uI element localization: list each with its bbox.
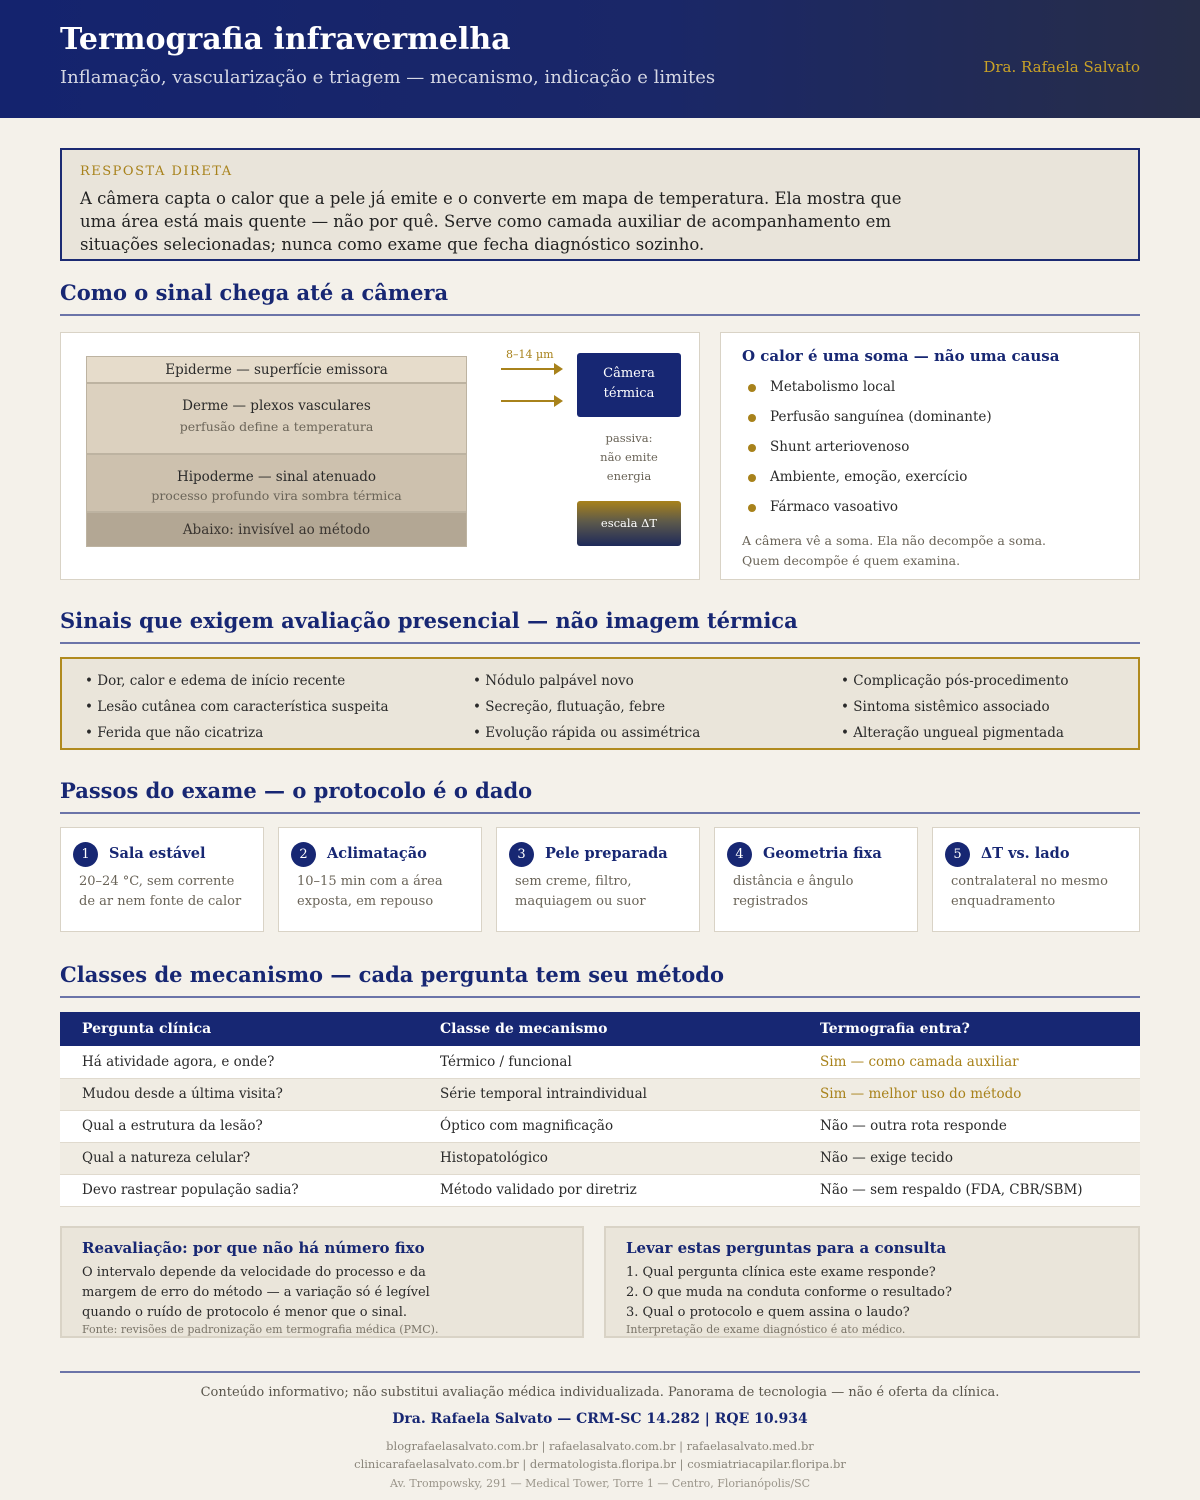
heat-sum-card bbox=[720, 332, 1140, 580]
list-item: Fármaco vasoativo bbox=[742, 499, 1118, 529]
bullet-icon bbox=[748, 504, 756, 512]
page-header bbox=[0, 0, 1200, 118]
list-item: • Lesão cutânea com característica suspeita bbox=[85, 699, 389, 715]
question-item: 1. Qual pergunta clínica este exame responde? bbox=[626, 1265, 936, 1280]
table-cell: Há atividade agora, e onde? bbox=[60, 1046, 418, 1078]
heat-sum-note-line: A câmera vê a soma. Ela não decompõe a soma. bbox=[742, 533, 1047, 548]
layer-title: Abaixo: invisível ao método bbox=[182, 522, 371, 538]
direct-answer-box bbox=[60, 148, 1140, 261]
heat-sum-note bbox=[742, 531, 1118, 571]
table-cell: Sim — melhor uso do método bbox=[798, 1078, 1140, 1110]
list-item: Metabolismo local bbox=[742, 379, 1118, 409]
step-description: sem creme, filtro, maquiagem ou suor bbox=[515, 874, 646, 909]
section-title-signal: Como o sinal chega até a câmera bbox=[60, 280, 1140, 316]
step-card bbox=[60, 827, 264, 932]
list-item: • Evolução rápida ou assimétrica bbox=[473, 725, 701, 741]
step-title: Pele preparada bbox=[545, 845, 668, 862]
step-title: Aclimatação bbox=[327, 845, 427, 862]
step-number: 1 bbox=[73, 842, 98, 867]
reevaluation-box bbox=[60, 1226, 584, 1338]
questions-box bbox=[604, 1226, 1140, 1338]
reevaluation-line: quando o ruído de protocolo é menor que o sinal. bbox=[82, 1305, 407, 1320]
questions-title: Levar estas perguntas para a consulta bbox=[626, 1239, 947, 1257]
step-title: Sala estável bbox=[109, 845, 206, 862]
layer-epidermis bbox=[86, 356, 467, 383]
camera-label: térmica bbox=[603, 386, 655, 401]
layer-note: perfusão define a temperatura bbox=[179, 419, 374, 434]
wavelength-label: 8–14 µm bbox=[506, 348, 554, 361]
table-row bbox=[60, 1142, 1140, 1174]
list-item: • Nódulo palpável novo bbox=[473, 673, 634, 689]
camera-label: Câmera bbox=[603, 366, 655, 381]
direct-answer-label: RESPOSTA DIRETA bbox=[80, 164, 233, 179]
step-number: 4 bbox=[727, 842, 752, 867]
list-item: • Ferida que não cicatriza bbox=[85, 725, 264, 741]
table-cell: Sim — como camada auxiliar bbox=[798, 1046, 1140, 1078]
step-description: distância e ângulo registrados bbox=[733, 874, 854, 909]
table-cell: Óptico com magnificação bbox=[418, 1110, 798, 1142]
footer-address: Av. Trompowsky, 291 — Medical Tower, Torre 1 — Centro, Florianópolis/SC bbox=[389, 1477, 811, 1490]
mechanism-table bbox=[60, 1012, 1140, 1207]
reevaluation-line: margem de erro do método — a variação só é legível bbox=[82, 1285, 430, 1300]
heat-sum-note-line: Quem decompõe é quem examina. bbox=[742, 553, 961, 568]
table-cell: Não — exige tecido bbox=[798, 1142, 1140, 1174]
page-title: Termografia infravermelha bbox=[60, 22, 511, 57]
step-title: Geometria fixa bbox=[763, 845, 882, 862]
presential-signals-box bbox=[60, 657, 1140, 750]
step-card bbox=[496, 827, 700, 932]
bullet-icon bbox=[748, 444, 756, 452]
question-item: 3. Qual o protocolo e quem assina o laudo? bbox=[626, 1305, 910, 1320]
list-item: • Sintoma sistêmico associado bbox=[841, 699, 1050, 715]
step-number: 3 bbox=[509, 842, 534, 867]
bullet-icon bbox=[748, 414, 756, 422]
passive-note-line: passiva: bbox=[605, 431, 653, 445]
list-item: • Alteração ungueal pigmentada bbox=[841, 725, 1064, 741]
passive-note bbox=[577, 429, 681, 486]
list-item: • Secreção, flutuação, febre bbox=[473, 699, 666, 715]
footer-signature: Dra. Rafaela Salvato — CRM-SC 14.282 | RQE 10.934 bbox=[392, 1411, 808, 1427]
section-title-mechanism: Classes de mecanismo — cada pergunta tem seu método bbox=[60, 962, 1140, 998]
table-cell: Qual a estrutura da lesão? bbox=[60, 1110, 418, 1142]
layer-note: processo profundo vira sombra térmica bbox=[151, 488, 402, 503]
table-cell: Não — outra rota responde bbox=[798, 1110, 1140, 1142]
reevaluation-source: Fonte: revisões de padronização em termografia médica (PMC). bbox=[82, 1323, 439, 1336]
header-author: Dra. Rafaela Salvato bbox=[983, 58, 1140, 76]
section-title-steps: Passos do exame — o protocolo é o dado bbox=[60, 778, 1140, 814]
ir-arrow-icon bbox=[501, 400, 561, 402]
step-description: contralateral no mesmo enquadramento bbox=[951, 874, 1108, 909]
table-row bbox=[60, 1046, 1140, 1078]
table-cell: Histopatológico bbox=[418, 1142, 798, 1174]
list-item: • Complicação pós-procedimento bbox=[841, 673, 1069, 689]
reevaluation-line: O intervalo depende da velocidade do processo e da bbox=[82, 1265, 426, 1280]
step-card bbox=[278, 827, 482, 932]
step-description: 10–15 min com a área exposta, em repouso bbox=[297, 874, 443, 909]
table-cell: Método validado por diretriz bbox=[418, 1174, 798, 1206]
list-item: Perfusão sanguínea (dominante) bbox=[742, 409, 1118, 439]
thermal-camera-box bbox=[577, 353, 681, 417]
ir-arrow-icon bbox=[501, 368, 561, 370]
table-row bbox=[60, 1078, 1140, 1110]
passive-note-line: energia bbox=[606, 469, 652, 483]
step-number: 5 bbox=[945, 842, 970, 867]
column-header: Termografia entra? bbox=[798, 1012, 1140, 1046]
footer-websites: clinicarafaelasalvato.com.br | dermatologista.floripa.br | cosmiatriacapilar.floripa.br bbox=[354, 1457, 846, 1471]
step-title: ΔT vs. lado bbox=[981, 845, 1070, 862]
table-cell: Térmico / funcional bbox=[418, 1046, 798, 1078]
skin-layers-diagram bbox=[60, 332, 700, 580]
section-title-presential: Sinais que exigem avaliação presencial — não imagem térmica bbox=[60, 608, 1140, 644]
table-header-row bbox=[60, 1012, 1140, 1046]
heat-sum-list bbox=[742, 379, 1118, 529]
list-item: Ambiente, emoção, exercício bbox=[742, 469, 1118, 499]
question-item: 2. O que muda na conduta conforme o resultado? bbox=[626, 1285, 952, 1300]
step-number: 2 bbox=[291, 842, 316, 867]
column-header: Classe de mecanismo bbox=[418, 1012, 798, 1046]
layer-title: Hipoderme — sinal atenuado bbox=[176, 469, 377, 485]
step-card bbox=[932, 827, 1140, 932]
step-card bbox=[714, 827, 918, 932]
layer-dermis bbox=[86, 383, 467, 454]
layer-title: Epiderme — superfície emissora bbox=[165, 362, 388, 378]
passive-note-line: não emite bbox=[600, 450, 658, 464]
table-row bbox=[60, 1174, 1140, 1206]
layer-title: Derme — plexos vasculares bbox=[182, 398, 371, 414]
table-cell: Não — sem respaldo (FDA, CBR/SBM) bbox=[798, 1174, 1140, 1206]
direct-answer-text: A câmera capta o calor que a pele já emite e o converte em mapa de temperatura. Ela mostra que uma área está mais quente — não por quê. Serve como camada auxiliar de acompanhamento em situações selecionadas; nunca como exame que fecha diagnóstico sozinho. bbox=[80, 189, 902, 254]
bullet-icon bbox=[748, 474, 756, 482]
heat-sum-title: O calor é uma soma — não uma causa bbox=[742, 347, 1060, 365]
delta-t-scale: escala ΔT bbox=[577, 501, 681, 546]
reevaluation-title: Reavaliação: por que não há número fixo bbox=[82, 1239, 425, 1257]
list-item: • Dor, calor e edema de início recente bbox=[85, 673, 346, 689]
questions-note: Interpretação de exame diagnóstico é ato médico. bbox=[626, 1323, 906, 1336]
list-item: Shunt arteriovenoso bbox=[742, 439, 1118, 469]
footer-divider bbox=[60, 1371, 1140, 1373]
bullet-icon bbox=[748, 384, 756, 392]
step-description: 20–24 °C, sem corrente de ar nem fonte de calor bbox=[79, 874, 242, 909]
footer-disclaimer: Conteúdo informativo; não substitui avaliação médica individualizada. Panorama de tecnologia — não é oferta da clínica. bbox=[200, 1385, 1000, 1400]
table-cell: Qual a natureza celular? bbox=[60, 1142, 418, 1174]
table-cell: Série temporal intraindividual bbox=[418, 1078, 798, 1110]
column-header: Pergunta clínica bbox=[60, 1012, 418, 1046]
layer-hypodermis bbox=[86, 454, 467, 512]
table-row bbox=[60, 1110, 1140, 1142]
table-cell: Mudou desde a última visita? bbox=[60, 1078, 418, 1110]
footer-websites: blografaelasalvato.com.br | rafaelasalvato.com.br | rafaelasalvato.med.br bbox=[386, 1439, 814, 1453]
page-subtitle: Inflamação, vascularização e triagem — mecanismo, indicação e limites bbox=[60, 67, 716, 88]
layer-below bbox=[86, 512, 467, 547]
table-cell: Devo rastrear população sadia? bbox=[60, 1174, 418, 1206]
